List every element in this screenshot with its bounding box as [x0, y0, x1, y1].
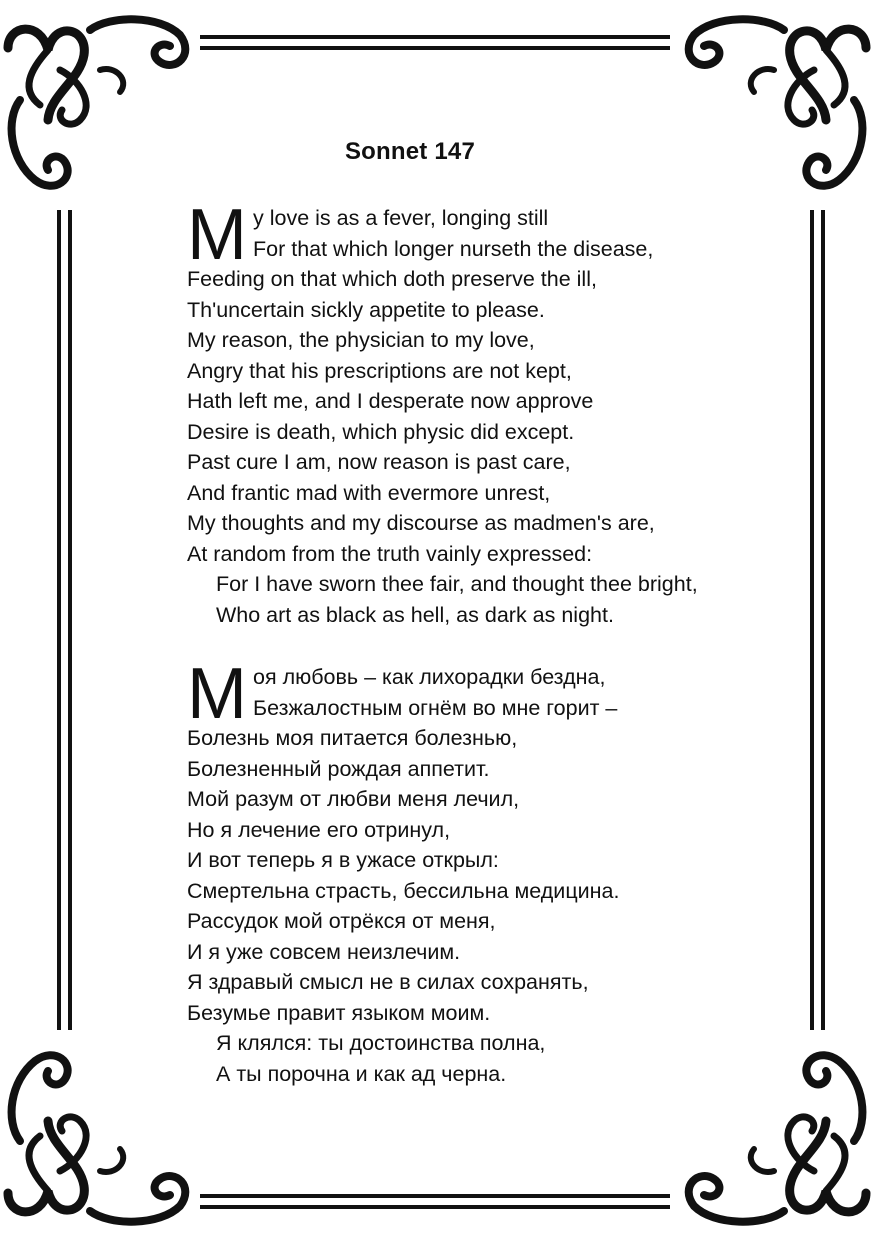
- couplet-line: Я клялся: ты достоинства полна,: [216, 1031, 546, 1055]
- poem-line: My reason, the physician to my love,: [187, 328, 535, 352]
- poem-line: At random from the truth vainly expressed:: [187, 541, 593, 566]
- poem-line: И я уже совсем неизлечим.: [187, 939, 461, 964]
- poem-line: Но я лечение его отринул,: [187, 817, 451, 842]
- drop-cap: М: [187, 654, 247, 734]
- poem-line: И вот теперь я в ужасе открыл:: [187, 848, 499, 872]
- poem-line: y love is as a fever, longing still: [253, 206, 549, 230]
- poem-line: Past cure I am, now reason is past care,: [187, 450, 571, 474]
- poem-line: And frantic mad with evermore unrest,: [187, 480, 551, 505]
- poem-line: Безжалостным огнём во мне горит –: [253, 695, 618, 720]
- poem-line: Angry that his prescriptions are not kept,: [187, 358, 572, 383]
- drop-cap: M: [187, 195, 247, 275]
- poem-line: Hath left me, and I desperate now approve: [187, 389, 594, 413]
- couplet-line: For I have sworn thee fair, and thought thee bright,: [216, 572, 698, 596]
- poem-title: Sonnet 147: [344, 138, 476, 165]
- poem-line: My thoughts and my discourse as madmen's are,: [187, 511, 655, 535]
- english-opening: [187, 195, 698, 275]
- couplet-line: Who art as black as hell, as dark as night.: [216, 602, 614, 627]
- poem-line: Смертельна страсть, бессильна медицина.: [187, 878, 620, 903]
- poem-line: Я здравый смысл не в силах сохранять,: [187, 970, 589, 994]
- couplet-line: А ты порочна и как ад черна.: [216, 1061, 507, 1086]
- poem-line: оя любовь – как лихорадки бездна,: [253, 665, 606, 689]
- english-poem: [187, 195, 698, 630]
- flourish-bottom-right-icon: [689, 1055, 866, 1221]
- poem-line: Болезнь моя питается болезнью,: [187, 726, 518, 750]
- poem-line: Th'uncertain sickly appetite to please.: [187, 297, 545, 322]
- poem-line: Desire is death, which physic did except.: [187, 419, 575, 444]
- flourish-bottom-left-icon: [8, 1055, 185, 1221]
- poem-line: Безумье правит языком моим.: [187, 1000, 491, 1025]
- poem-line: For that which longer nurseth the disease,: [253, 236, 654, 261]
- russian-opening: [187, 654, 619, 734]
- poem-line: Рассудок мой отрёкся от меня,: [187, 909, 496, 933]
- poem-line: Болезненный рождая аппетит.: [187, 756, 490, 781]
- poem-line: Feeding on that which doth preserve the ill,: [187, 267, 597, 291]
- poem-line: Мой разум от любви меня лечил,: [187, 787, 520, 811]
- russian-poem: [187, 654, 620, 1089]
